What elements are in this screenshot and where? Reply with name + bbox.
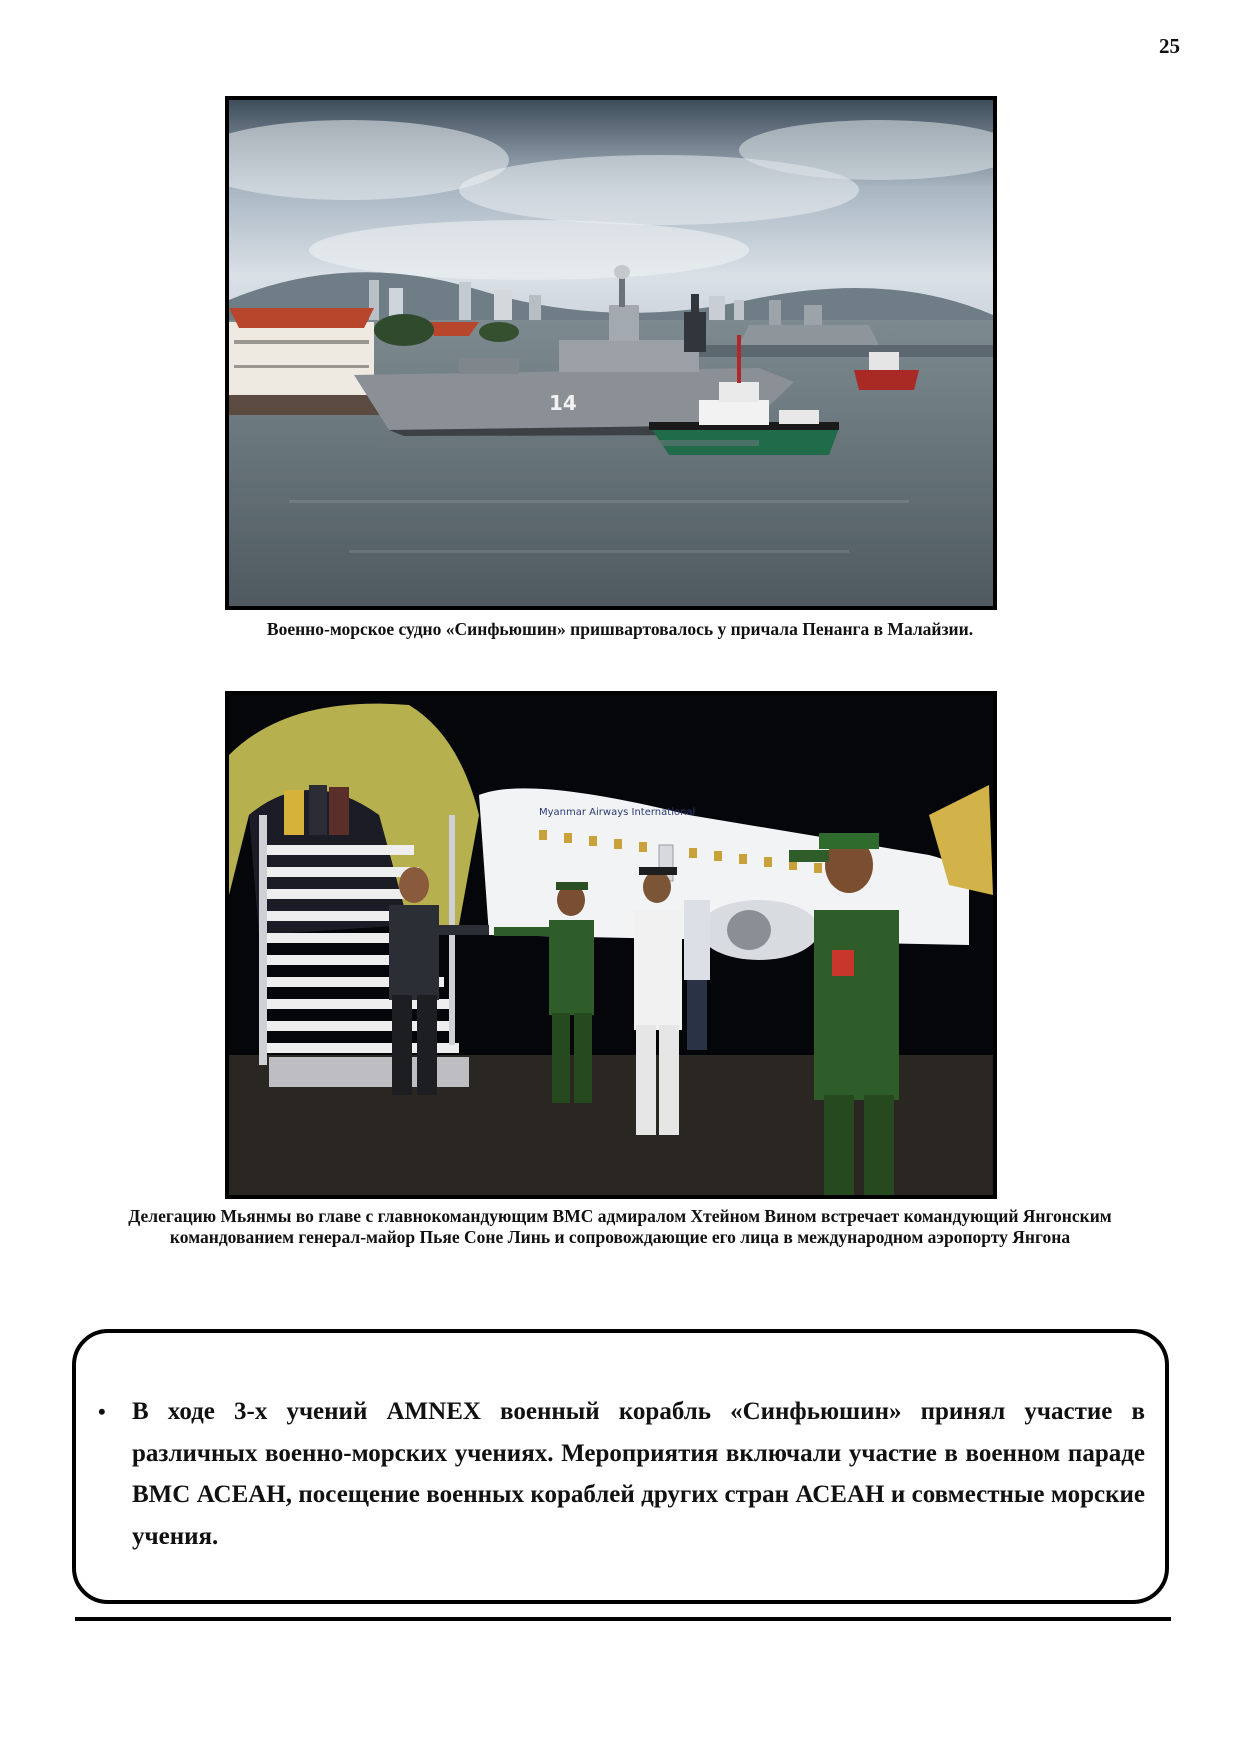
info-list [94,1391,1145,1557]
photo-caption: Военно-морское судно «Синфьюшин» пришвартовалось у причала Пенанга в Малайзии. [266,619,974,639]
list-item [94,1391,1145,1557]
info-box [72,1329,1169,1604]
bullet-icon: • [98,1399,106,1424]
photo-caption: Делегацию Мьянмы во главе с главнокомандующим ВМС адмиралом Хтейном Вином встречает командующий Янгонским командованием генерал-майор Пьяе Соне Линь и сопровождающие его лица в международном аэропорту Янгона [128,1206,1112,1247]
list-item-text: В ходе 3-х учений AMNEX военный корабль «Синфьюшин» принял участие в различных военно-морских учениях. Мероприятия включали участие в военном параде ВМС АСЕАН, посещение военных кораблей других стран АСЕАН и совместные морские учения. [132,1398,1145,1550]
page-number: 25 [1159,34,1180,58]
hull-number-label: 14 [549,391,577,415]
aircraft-lettering: Myanmar Airways International [539,807,696,818]
photo-airport-arrival [225,691,997,1199]
bottom-divider [75,1617,1171,1621]
warship-harbor-illustration [229,100,993,606]
airport-arrival-illustration [229,695,993,1195]
photo-warship-penang [225,96,997,610]
